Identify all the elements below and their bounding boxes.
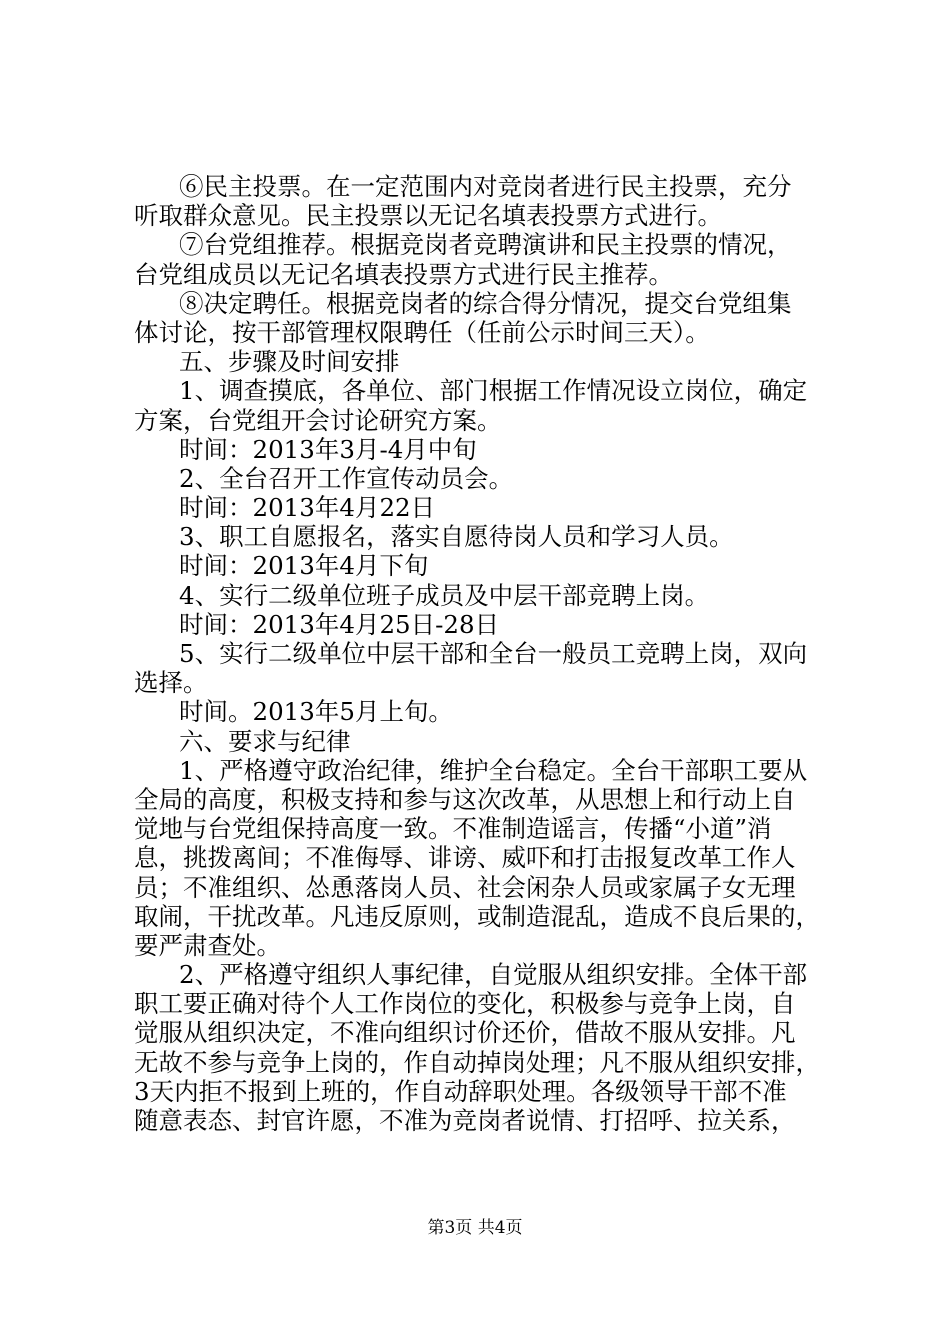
text-line: ⑧决定聘任。根据竞岗者的综合得分情况，提交台党组集 [179, 288, 792, 318]
text-line: 1、调查摸底，各单位、部门根据工作情况设立岗位，确定 [179, 376, 808, 406]
text-line: 3、职工自愿报名，落实自愿待岗人员和学习人员。 [179, 522, 734, 552]
text-line: 时间：2013年4月22日 [179, 493, 436, 523]
text-line: 5、实行二级单位中层干部和全台一般员工竞聘上岗，双向 [179, 639, 808, 668]
text-line: 觉服从组织决定，不准向组织讨价还价，借故不服从安排。凡 [134, 1018, 796, 1048]
text-line: 随意表态、封官许愿，不准为竞岗者说情、打招呼、拉关系， [134, 1106, 796, 1135]
text-line: 员；不准组织、怂恿落岗人员、社会闲杂人员或家属子女无理 [134, 872, 796, 902]
text-line: 息，挑拨离间；不准侮辱、诽谤、威吓和打击报复改革工作人 [134, 843, 796, 873]
text-line: 听取群众意见。民主投票以无记名填表投票方式进行。 [134, 201, 722, 231]
text-line: 时间。2013年5月上旬。 [179, 697, 453, 727]
text-line: 2、全台召开工作宣传动员会。 [179, 463, 514, 493]
text-line: 2、严格遵守组织人事纪律，自觉服从组织安排。全体干部 [179, 960, 808, 990]
text-line: 无故不参与竞争上岗的，作自动掉岗处理；凡不服从组织安排， [134, 1047, 820, 1077]
text-line: ⑥民主投票。在一定范围内对竞岗者进行民主投票，充分 [179, 172, 792, 201]
text-line: 五、步骤及时间安排 [179, 347, 400, 377]
text-line: 体讨论，按干部管理权限聘任（任前公示时间三天）。 [134, 317, 710, 347]
page-footer: 第3页 共4页 [427, 1218, 523, 1238]
text-line: 时间：2013年4月下旬 [179, 551, 429, 581]
text-line: 职工要正确对待个人工作岗位的变化，积极参与竞争上岗，自 [134, 989, 796, 1019]
text-line: 取闹，干扰改革。凡违反原则，或制造混乱，造成不良后果的， [134, 901, 820, 931]
text-line: 台党组成员以无记名填表投票方式进行民主推荐。 [134, 259, 673, 289]
text-line: 六、要求与纪律 [179, 726, 351, 756]
text-line: 方案，台党组开会讨论研究方案。 [134, 405, 502, 435]
text-line: ⑦台党组推荐。根据竞岗者竞聘演讲和民主投票的情况， [179, 230, 792, 260]
text-line: 3天内拒不报到上班的，作自动辞职处理。各级领导干部不准 [134, 1076, 787, 1106]
text-line: 选择。 [134, 668, 208, 698]
text-line: 时间：2013年4月25日-28日 [179, 609, 500, 639]
document-body [134, 172, 834, 1135]
text-line: 1、严格遵守政治纪律，维护全台稳定。全台干部职工要从 [179, 755, 808, 785]
text-line: 4、实行二级单位班子成员及中层干部竞聘上岗。 [179, 580, 710, 610]
text-line: 全局的高度，积极支持和参与这次改革，从思想上和行动上自 [134, 784, 796, 814]
text-line: 要严肃查处。 [134, 930, 281, 960]
text-line: 时间：2013年3月-4月中旬 [179, 434, 477, 464]
text-line: 觉地与台党组保持高度一致。不准制造谣言，传播“小道”消 [134, 814, 772, 844]
